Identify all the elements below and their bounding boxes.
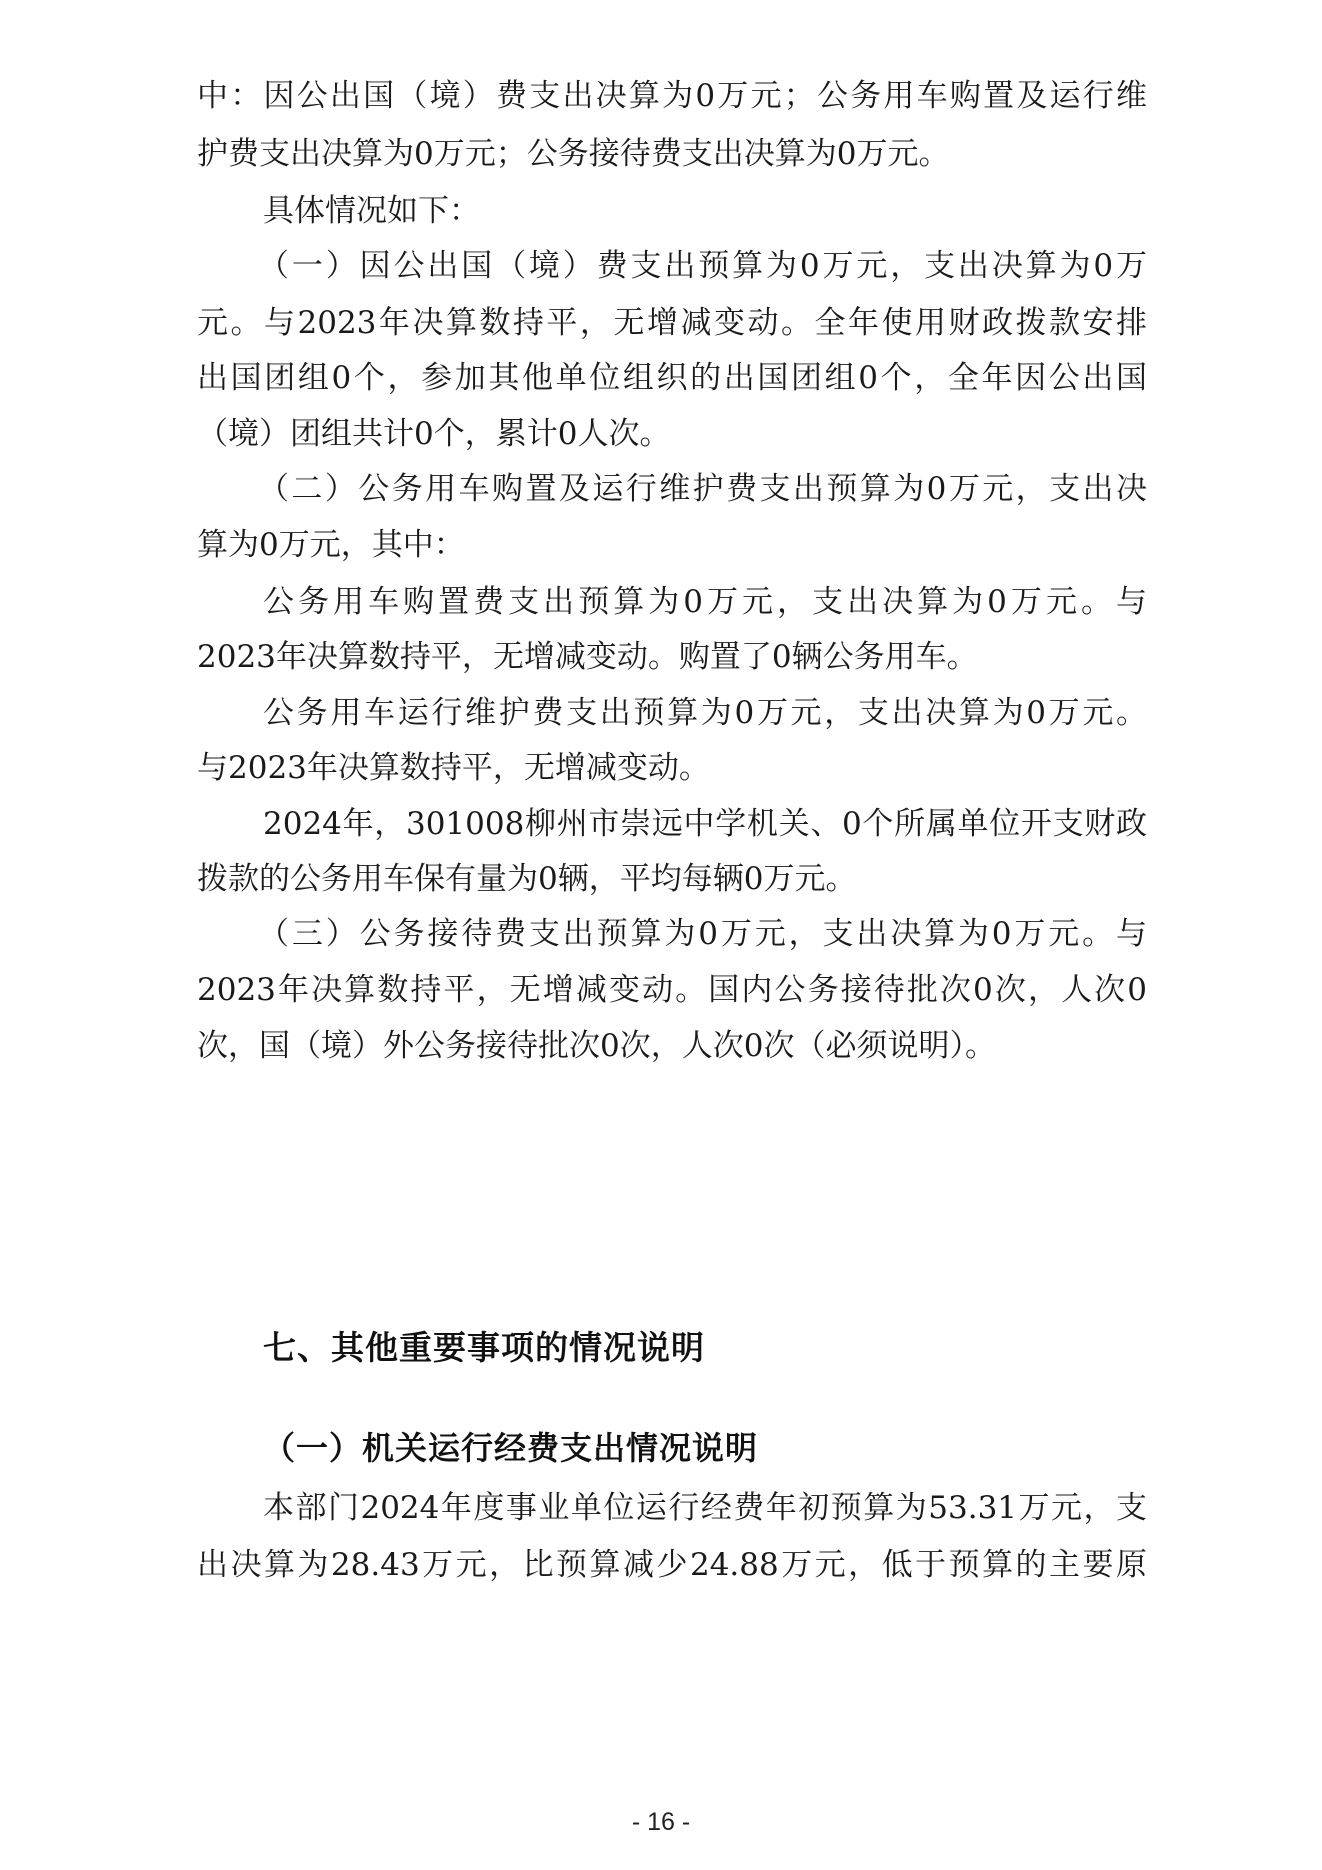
paragraph-line: 元。与2023年决算数持平，无增减变动。全年使用财政拨款安排 — [197, 305, 1147, 341]
paragraph-line: 2023年决算数持平，无增减变动。国内公务接待批次0次，人次0 — [197, 972, 1147, 1008]
paragraph-line: 出国团组0个，参加其他单位组织的出国团组0个，全年因公出国 — [197, 360, 1147, 396]
paragraph-line: （二）公务用车购置及运行维护费支出预算为0万元，支出决 — [258, 471, 1147, 507]
paragraph-line: 公务用车运行维护费支出预算为0万元，支出决算为0万元。 — [263, 695, 1147, 731]
subsection-heading: （一）机关运行经费支出情况说明 — [263, 1429, 759, 1467]
section-heading: 七、其他重要事项的情况说明 — [263, 1328, 705, 1367]
paragraph-line: 2024年，301008柳州市崇远中学机关、0个所属单位开支财政 — [263, 806, 1147, 842]
paragraph-line: （境）团组共计0个，累计0人次。 — [197, 416, 671, 452]
paragraph-line: 拨款的公务用车保有量为0辆，平均每辆0万元。 — [197, 861, 857, 897]
paragraph-line: 公务用车购置费支出预算为0万元，支出决算为0万元。与 — [263, 584, 1147, 620]
page-number: - 16 - — [631, 1808, 691, 1836]
paragraph-line: 具体情况如下： — [263, 193, 480, 229]
paragraph-line: 本部门2024年度事业单位运行经费年初预算为53.31万元，支 — [263, 1490, 1147, 1526]
paragraph-line: 与2023年决算数持平，无增减变动。 — [197, 750, 710, 786]
paragraph-line: （一）因公出国（境）费支出预算为0万元，支出决算为0万 — [258, 248, 1147, 284]
paragraph-line: 中：因公出国（境）费支出决算为0万元；公务用车购置及运行维 — [197, 78, 1147, 114]
paragraph-line: 护费支出决算为0万元；公务接待费支出决算为0万元。 — [197, 136, 950, 172]
paragraph-line: （三）公务接待费支出预算为0万元，支出决算为0万元。与 — [258, 916, 1147, 952]
paragraph-line: 出决算为28.43万元，比预算减少24.88万元，低于预算的主要原 — [197, 1547, 1147, 1583]
paragraph-line: 算为0万元，其中： — [197, 527, 465, 563]
paragraph-line: 次，国（境）外公务接待批次0次，人次0次（必须说明）。 — [197, 1028, 996, 1064]
paragraph-line: 2023年决算数持平，无增减变动。购置了0辆公务用车。 — [197, 639, 978, 675]
